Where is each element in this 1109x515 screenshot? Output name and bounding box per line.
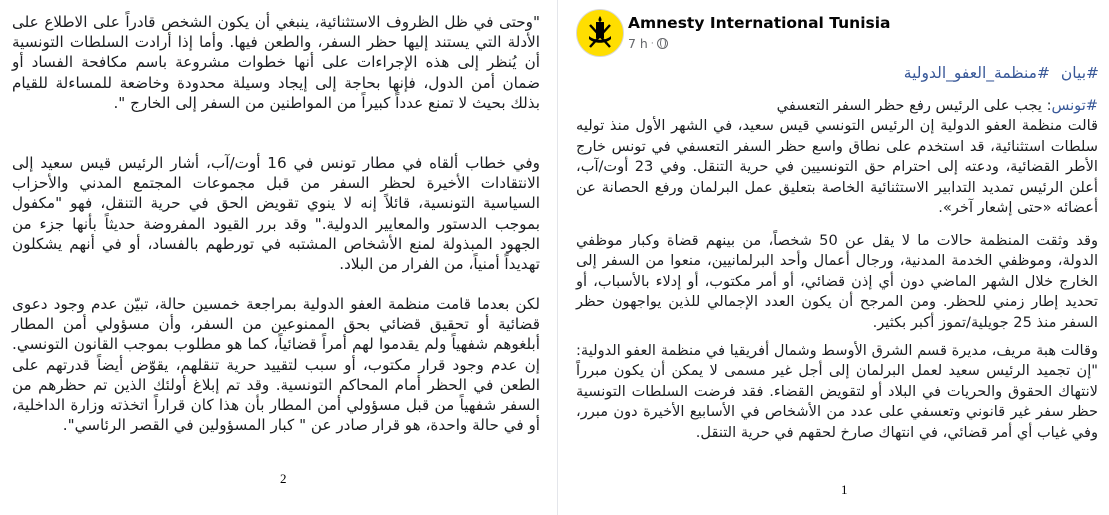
page2-paragraph: لكن بعدما قامت منظمة العفو الدولية بمراجعة خمسين حالة، تبيّن عدم وجود دعوى قضائية أو تحقيق قضائي بحق الممنوعين من السفر، وأن مسؤولي أمن المطار أبلغوهم شفهياً ولم يقدموا لهم أمراً قضائياً، كما هو مطلوب بموجب القانون التونسي. إن عدم وجود قرار مكتوب، أو سبب لتقييد حرية تنقلهم، يقوّض أيضاً قدرتهم على الطعن في الحظر أمام المحاكم التونسية. وقد تم إبلاغ أولئك الذين تم حظرهم من السفر شفهياً من قبل مسؤولي أمن المطار بأن هذا كان قراراً اتخذته وزارة الداخلية، أو في حالة واحدة، هو قرار صادر عن " كبار المسؤولين في القصر الرئاسي". [12,295,540,435]
page-name-link[interactable]: Amnesty International Tunisia [628,14,891,32]
page-divider [557,0,558,515]
meta-separator: · [650,38,654,49]
page1-paragraph: قالت منظمة العفو الدولية إن الرئيس التونسي قيس سعيد، في الشهر الأول منذ توليه سلطات استثنائية، قد استخدم على نطاق واسع حظر السفر التعسفي في تونس خارج الأطر القضائية، ودعته إلى احترام حق التونسيين في حرية التنقل. وفي 23 أوت/آب، أعلن الرئيس تمديد التدابير الاستثنائية الخاصة بتعليق عمل البرلمان ورفع الحصانة عن أعضائه «حتى إشعار آخر». [576,117,1098,217]
post-meta [628,36,668,51]
page2-paragraph: "وحتى في ظل الظروف الاستثنائية، ينبغي أن يكون الشخص قادراً على الاطلاع على الأدلة التي يستند إليها حظر السفر، والطعن فيها. وأما إذا أرادت السلطات التونسية أن يُنظر إلى هذه الإجراءات على أنها خطوات مشروعة باسم مكافحة الفساد أو ضمان أمن الدول، فإنها بحاجة إلى إيجاد وسيلة محدودة وخاضعة للمساءلة للقيام بذلك بحيث لا تمنع عدداً كبيراً من المواطنين من السفر إلى الخارج ". [12,13,540,112]
page1-paragraph: وقد وثقت المنظمة حالات ما لا يقل عن 50 شخصاً، من بينهم قضاة وكبار موظفي الدولة، وموظفي الخدمة المدنية، ورجال أعمال وأحد البرلمانيين، منعوا من السفر إلى الخارج خلال الشهر الماضي دون أي إذن قضائي، أو أمر مكتوب، أو إدلاء بالأسباب، أو تحديد إطار زمني للحظر. ومن المرجح أن يكون العدد الإجمالي للذين يواجهون حظر السفر منذ 25 جويلية/تموز أكبر بكثير. [576,232,1098,331]
globe-icon[interactable] [657,38,668,49]
hashtag-link[interactable]: #بيان [1060,64,1099,82]
page-number: 1 [841,482,848,497]
hashtag-row [898,64,1099,82]
hashtag-link[interactable]: #تونس [1051,97,1098,114]
page1-lead [576,96,1098,218]
page1-paragraph: وقالت هبة مريف، مديرة قسم الشرق الأوسط وشمال أفريقيا في منظمة العفو الدولية: "إن تجميد الرئيس سعيد لعمل البرلمان إلى أجل غير مسمى لا يمكن أن يكون مبرراً لانتهاك الحقوق والحريات في البلاد أو لتقويض القضاء. فقد فرضت السلطات التونسية حظر سفر غير قانوني وتعسفي على عدد من الأشخاص في الأسابيع الأخيرة دون مبرر، وفي غياب أي أمر قضائي، في انتهاك صارخ لحقهم في حرية التنقل. [576,342,1098,441]
page-avatar[interactable] [576,9,624,57]
page2-paragraph: وفي خطاب ألقاه في مطار تونس في 16 أوت/آب، أشار الرئيس قيس سعيد إلى الانتقادات الأخيرة لحظر السفر من قبل مجموعات المجتمع المدني والأحزاب السياسية التونسية، قائلاً إنه لا ينوي تقويض الحق في حرية التنقل، فهو "مكفول بموجب الدستور والمعايير الدولية." وقد برر القيود المفروضة حديثاً بأنها جزء من الجهود المبذولة لمنع الأشخاص المشتبه في تورطهم بالفساد، أو في أنهم يشكلون تهديداً أمنياً، من الفرار من البلاد. [12,154,540,274]
hashtag-link[interactable]: #منظمة_العفو_الدولية [903,64,1050,82]
post-title: #تونس: يجب على الرئيس رفع حظر السفر التعسفي [776,97,1098,114]
candle-logo-icon [587,16,613,50]
post-time[interactable]: 7 h [628,36,648,51]
post-header [576,6,1098,60]
page-number: 2 [280,471,287,486]
